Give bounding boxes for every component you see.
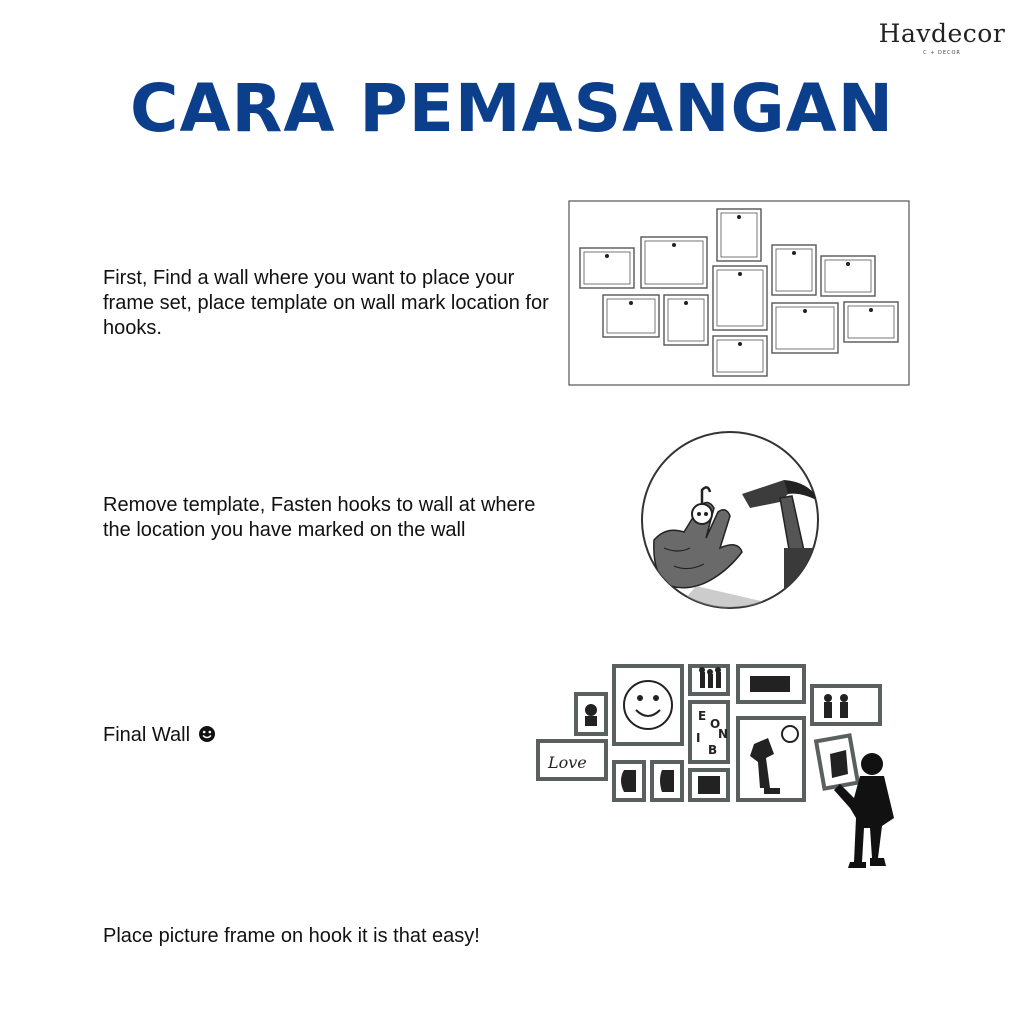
- svg-text:O: O: [710, 717, 721, 731]
- step-1-text: First, Find a wall where you want to place your frame set, place template on wall mark location for hooks.: [103, 267, 549, 339]
- brand-logo: [872, 20, 1012, 56]
- svg-text:B: B: [708, 743, 718, 757]
- svg-text:N: N: [718, 727, 729, 741]
- logo-text: Havdecor: [878, 19, 1006, 48]
- step-4-text: Place picture frame on hook it is that easy!: [103, 925, 480, 947]
- step-3-label: Final Wall: [103, 724, 191, 746]
- svg-text:I: I: [696, 731, 701, 745]
- hammer-hook-icon: [634, 428, 830, 612]
- step-2-text: Remove template, Fasten hooks to wall at where the location you have marked on the wall: [103, 494, 536, 541]
- step-3-text: [103, 723, 553, 748]
- smiley-icon: [198, 725, 216, 743]
- svg-text:Love: Love: [548, 753, 587, 772]
- final-wall-icon: [532, 658, 912, 880]
- frame-template-icon: [568, 200, 910, 386]
- svg-text:E: E: [698, 709, 707, 723]
- logo-subtitle: C + DECOR: [923, 50, 961, 56]
- page-title: CARA PEMASANGAN: [130, 70, 894, 147]
